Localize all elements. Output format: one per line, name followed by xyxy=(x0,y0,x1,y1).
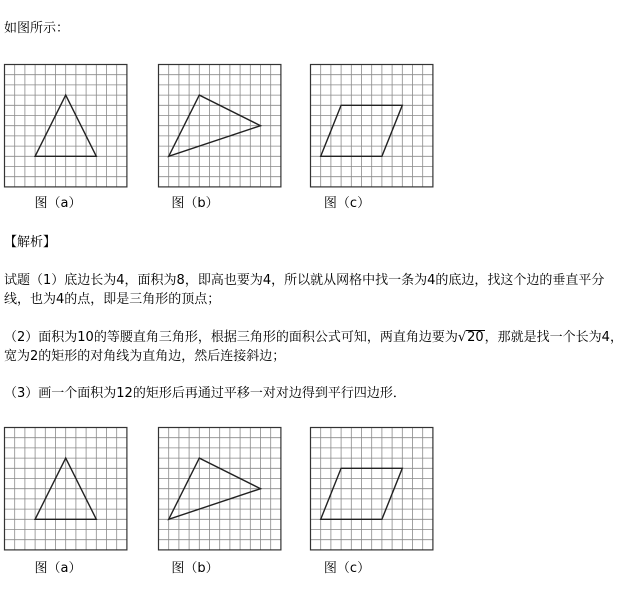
grid-figure-b-bottom xyxy=(157,426,282,551)
grid-figure-a-top xyxy=(3,63,128,188)
caption-b-bottom: 图（b） xyxy=(171,561,219,576)
solution-part-2 xyxy=(4,328,626,366)
solution-part-3: （3）画一个面积为12的矩形后再通过平移一对对边得到平行四边形． xyxy=(4,386,406,401)
caption-c-top: 图（c） xyxy=(323,196,371,211)
solution-part-1: 试题（1）底边长为4，面积为8，即高也要为4，所以就从网格中找一条为4的底边，找这个边的垂直平分线，也为4的点，即是三角形的顶点； xyxy=(4,273,605,307)
caption-c-bottom: 图（c） xyxy=(323,561,371,576)
sqrt-symbol: √ xyxy=(457,330,467,345)
grid-figure-a-bottom xyxy=(3,426,128,551)
caption-a-bottom: 图（a） xyxy=(34,561,82,576)
grid-figure-c-top xyxy=(309,63,434,188)
caption-b-top: 图（b） xyxy=(171,196,219,211)
analysis-heading: 【解析】 xyxy=(4,235,57,250)
caption-a-top: 图（a） xyxy=(34,196,82,211)
grid-figure-c-bottom xyxy=(309,426,434,551)
sqrt-radicand: 20 xyxy=(467,330,484,345)
intro-text: 如图所示： xyxy=(4,21,70,36)
solution-part-2-text-a: （2）面积为10的等腰直角三角形，根据三角形的面积公式可知，两直角边要为 xyxy=(4,330,458,345)
solution-part-2-text-b: ，那就是找一个长为4，宽为2的矩形的对角线为直角边，然后连接斜边； xyxy=(4,330,623,364)
grid-figure-b-top xyxy=(157,63,282,188)
